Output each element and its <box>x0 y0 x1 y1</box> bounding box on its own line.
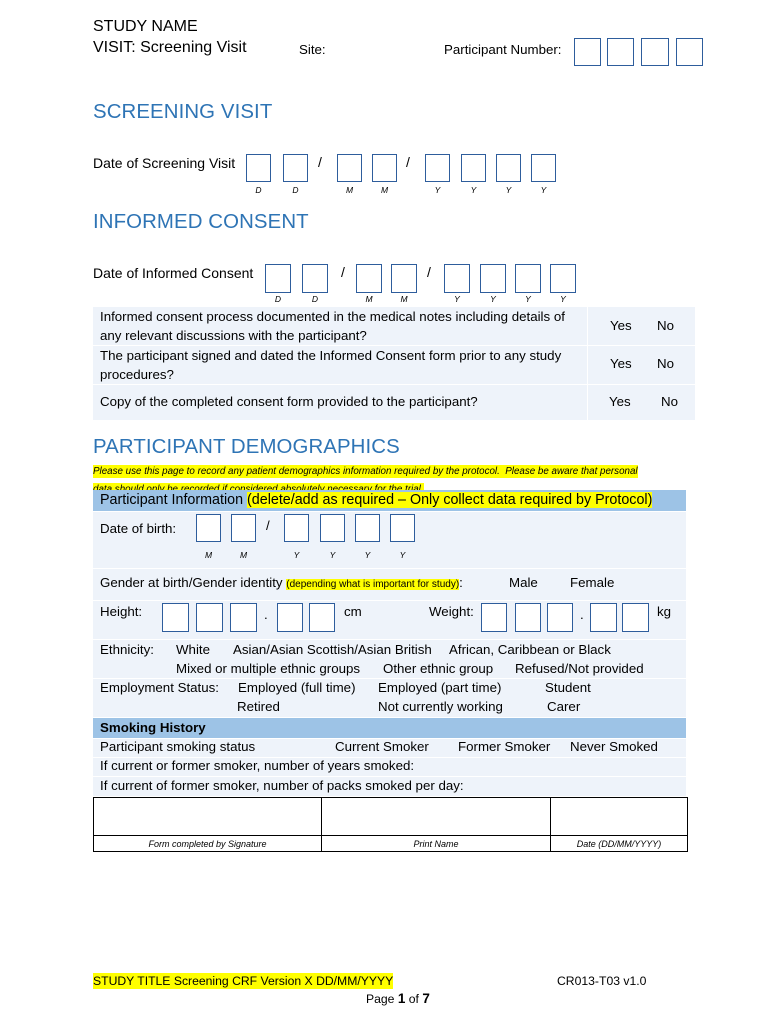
weight-decimal-box[interactable] <box>622 603 649 632</box>
dob-year-box[interactable] <box>284 514 309 542</box>
screening-day-box[interactable] <box>246 154 271 182</box>
yes-option: Yes <box>610 356 632 371</box>
ethnicity-option: Refused/Not provided <box>515 661 644 676</box>
gender-note: (depending what is important for study) <box>286 579 460 590</box>
date-box-hint: Y <box>540 185 547 195</box>
participant-information-bar <box>93 490 686 511</box>
date-box-hint: Y <box>560 294 566 304</box>
no-option: No <box>657 318 674 333</box>
gender-option-male: Male <box>509 575 538 590</box>
smoking-packs-row <box>93 777 686 796</box>
date-box-hint: M <box>365 294 373 304</box>
consent-year-box[interactable] <box>515 264 541 293</box>
screening-year-box[interactable] <box>496 154 521 182</box>
employment-option: Student <box>545 680 591 695</box>
page-prefix: Page <box>366 992 395 1006</box>
date-box-hint: Y <box>454 294 460 304</box>
screening-day-box[interactable] <box>283 154 308 182</box>
visit-title: VISIT: Screening Visit <box>93 39 247 56</box>
ethnicity-option: White <box>176 642 210 657</box>
date-box-hint: Y <box>293 550 300 560</box>
consent-year-box[interactable] <box>444 264 470 293</box>
screening-visit-heading: SCREENING VISIT <box>93 101 273 123</box>
consent-date-label: Date of Informed Consent <box>93 265 254 281</box>
employment-option: Not currently working <box>378 699 503 714</box>
date-box-hint: Y <box>470 185 477 195</box>
weight-digit-box[interactable] <box>481 603 507 632</box>
height-decimal-box[interactable] <box>277 603 303 632</box>
employment-label: Employment Status: <box>100 680 219 695</box>
date-cell[interactable] <box>551 798 688 836</box>
date-box-hint: Y <box>364 550 371 560</box>
smoking-status-option: Never Smoked <box>570 739 658 754</box>
gender-label: Gender at birth/Gender identity <box>100 575 283 590</box>
question-line: The participant signed and dated the Informed Consent form prior to any study <box>100 348 562 363</box>
height-digit-box[interactable] <box>196 603 223 632</box>
weight-label: Weight: <box>429 604 474 619</box>
dob-label: Date of birth: <box>100 521 177 536</box>
dob-row <box>93 512 686 568</box>
participant-number-box[interactable] <box>574 38 601 66</box>
date-box-hint: M <box>400 294 408 304</box>
question-line: any relevant discussions with the participant? <box>100 328 367 343</box>
consent-question-row <box>93 307 695 345</box>
consent-month-box[interactable] <box>356 264 382 293</box>
weight-decimal-box[interactable] <box>590 603 617 632</box>
column-divider <box>587 307 588 345</box>
smoking-status-option: Current Smoker <box>335 739 429 754</box>
date-box-hint: D <box>292 185 299 195</box>
participant-information-title: Participant Information <box>100 492 244 508</box>
date-caption: Date (DD/MM/YYYY) <box>551 836 688 852</box>
participant-information-header <box>100 491 652 510</box>
weight-digit-box[interactable] <box>547 603 573 632</box>
date-box-hint: D <box>255 185 262 195</box>
column-divider <box>587 385 588 420</box>
ethnicity-option: Other ethnic group <box>383 661 494 676</box>
ethnicity-row <box>93 640 686 678</box>
gender-label-group <box>100 575 463 593</box>
smoking-years-row <box>93 758 686 776</box>
date-box-hint: Y <box>434 185 441 195</box>
height-digit-box[interactable] <box>162 603 189 632</box>
date-box-hint: M <box>345 185 354 195</box>
date-separator: / <box>266 518 270 533</box>
study-name: STUDY NAME <box>93 18 198 35</box>
participant-number-box[interactable] <box>641 38 669 66</box>
screening-date-label: Date of Screening Visit <box>93 155 236 171</box>
date-box-hint: M <box>380 185 389 195</box>
date-box-hint: D <box>274 294 282 304</box>
height-decimal-point: . <box>264 607 268 622</box>
employment-option: Employed (full time) <box>238 680 356 695</box>
yes-option: Yes <box>610 318 632 333</box>
consent-month-box[interactable] <box>391 264 417 293</box>
ethnicity-option: Mixed or multiple ethnic groups <box>176 661 361 676</box>
no-option: No <box>661 394 678 409</box>
consent-day-box[interactable] <box>302 264 328 293</box>
weight-unit: kg <box>657 604 672 619</box>
employment-option: Employed (part time) <box>378 680 502 695</box>
participant-number-label: Participant Number: <box>444 42 562 57</box>
screening-month-box[interactable] <box>337 154 362 182</box>
smoking-history-title: Smoking History <box>100 720 206 735</box>
site-label: Site: <box>299 42 326 57</box>
print-name-caption: Print Name <box>322 836 551 852</box>
demographics-heading: PARTICIPANT DEMOGRAPHICS <box>93 436 400 458</box>
footer-version: STUDY TITLE Screening CRF Version X DD/MM/YYYY <box>93 974 394 988</box>
date-separator: / <box>427 264 431 280</box>
smoking-status-row <box>93 739 686 757</box>
signature-caption: Form completed by Signature <box>94 836 322 852</box>
page-total: 7 <box>422 991 430 1006</box>
participant-information-note: (delete/add as required – Only collect data required by Protocol) <box>247 492 653 508</box>
weight-digit-box[interactable] <box>515 603 541 632</box>
height-label: Height: <box>100 604 143 619</box>
date-box-hint: Y <box>329 550 336 560</box>
smoking-status-label: Participant smoking status <box>100 739 256 754</box>
page-number <box>366 990 430 1008</box>
smoking-history-bar <box>93 718 686 738</box>
column-divider <box>587 346 588 384</box>
date-box-hint: D <box>311 294 319 304</box>
date-box-hint: Y <box>490 294 496 304</box>
ethnicity-label: Ethnicity: <box>100 642 154 657</box>
page-of: of <box>408 992 419 1006</box>
screening-year-box[interactable] <box>531 154 556 182</box>
employment-option: Carer <box>547 699 581 714</box>
footer-document-code: CR013-T03 v1.0 <box>557 974 647 988</box>
screening-month-box[interactable] <box>372 154 397 182</box>
employment-row <box>93 679 686 717</box>
dob-year-box[interactable] <box>355 514 380 542</box>
question-line: Informed consent process documented in the medical notes including details of <box>100 309 565 324</box>
date-box-hint: Y <box>399 550 406 560</box>
date-box-hint: Y <box>505 185 512 195</box>
date-separator: / <box>341 264 345 280</box>
ethnicity-option: African, Caribbean or Black <box>449 642 611 657</box>
no-option: No <box>657 356 674 371</box>
date-box-hint: M <box>239 550 248 560</box>
gender-row <box>93 569 686 600</box>
consent-year-box[interactable] <box>480 264 506 293</box>
informed-consent-heading: INFORMED CONSENT <box>93 211 309 233</box>
height-unit: cm <box>344 604 362 619</box>
gender-colon: : <box>459 575 463 590</box>
height-decimal-box[interactable] <box>309 603 335 632</box>
height-digit-box[interactable] <box>230 603 257 632</box>
consent-question-row <box>93 346 695 384</box>
screening-year-box[interactable] <box>461 154 486 182</box>
dob-month-box[interactable] <box>231 514 256 542</box>
weight-decimal-point: . <box>580 607 584 622</box>
consent-day-box[interactable] <box>265 264 291 293</box>
consent-question-row <box>93 385 695 420</box>
smoking-years-label: If current or former smoker, number of years smoked: <box>100 758 415 773</box>
print-name-cell[interactable] <box>322 798 551 836</box>
dob-month-box[interactable] <box>196 514 221 542</box>
smoking-packs-label: If current of former smoker, number of packs smoked per day: <box>100 778 464 793</box>
date-separator: / <box>318 154 322 170</box>
signature-table <box>93 797 688 852</box>
employment-option: Retired <box>237 699 280 714</box>
date-box-hint: Y <box>525 294 531 304</box>
yes-option: Yes <box>609 394 631 409</box>
signature-cell[interactable] <box>94 798 322 836</box>
participant-number-box[interactable] <box>607 38 634 66</box>
question-line: Copy of the completed consent form provided to the participant? <box>100 394 478 409</box>
gender-option-female: Female <box>570 575 615 590</box>
dob-year-box[interactable] <box>320 514 345 542</box>
height-weight-row <box>93 601 686 639</box>
page-current: 1 <box>397 991 406 1006</box>
demographics-note-line: Please use this page to record any patient demographics information required by the protocol. Please be aware that personal <box>93 466 638 477</box>
screening-year-box[interactable] <box>425 154 450 182</box>
date-separator: / <box>406 154 410 170</box>
consent-year-box[interactable] <box>550 264 576 293</box>
smoking-status-option: Former Smoker <box>458 739 551 754</box>
participant-number-box[interactable] <box>676 38 703 66</box>
question-line: procedures? <box>100 367 174 382</box>
date-box-hint: M <box>204 550 213 560</box>
dob-year-box[interactable] <box>390 514 415 542</box>
ethnicity-option: Asian/Asian Scottish/Asian British <box>233 642 432 657</box>
